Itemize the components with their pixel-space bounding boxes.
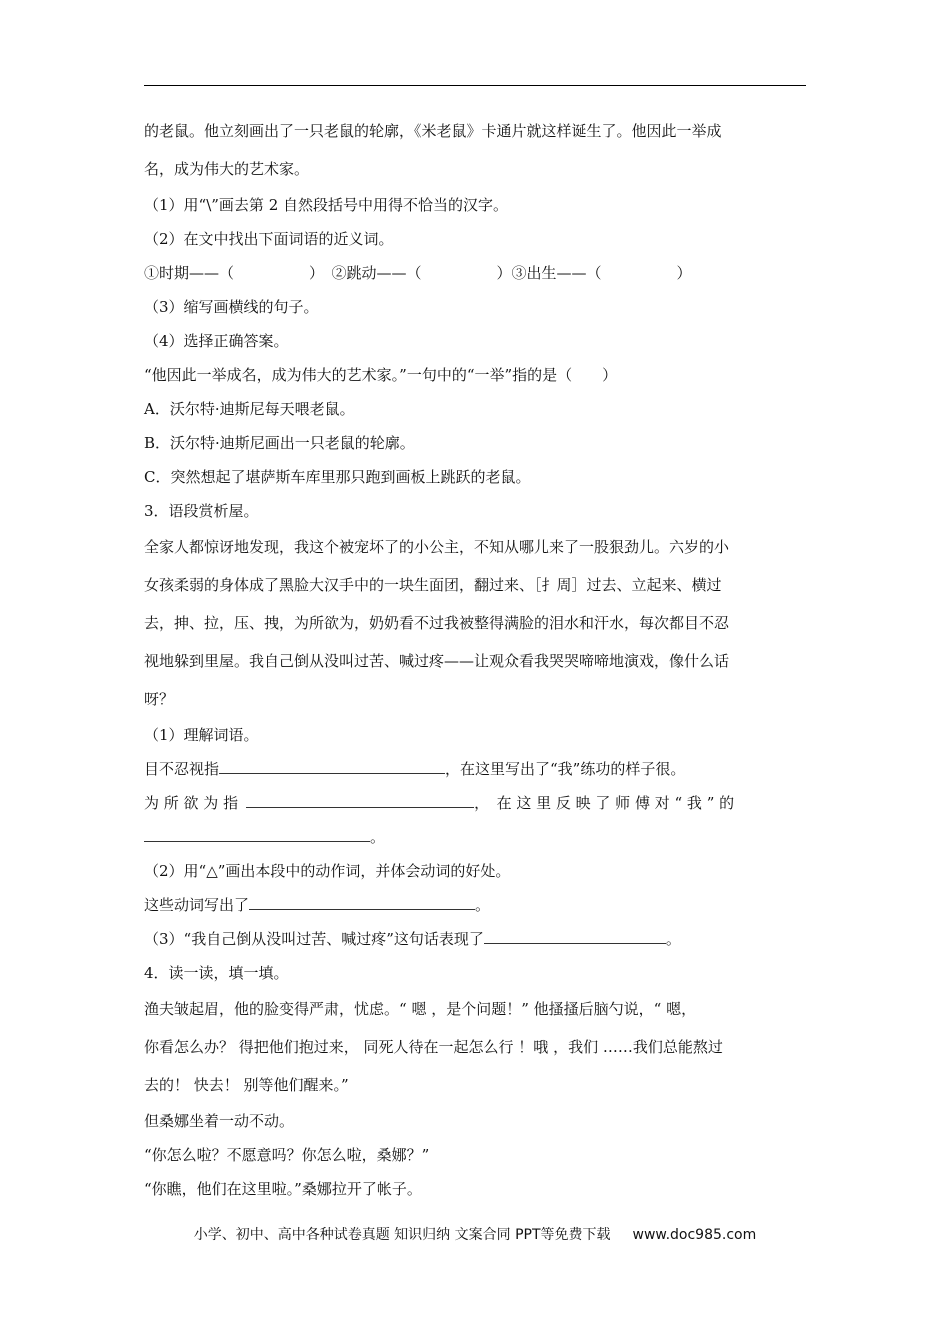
header-rule <box>144 85 806 86</box>
passage-line: 名，成为伟大的艺术家。 <box>144 160 310 178</box>
q3-paragraph-line: 全家人都惊讶地发现，我这个被宠坏了的小公主，不知从哪儿来了一股狠劲儿。六岁的小 <box>144 538 730 556</box>
passage-tail <box>144 112 806 188</box>
q4-line: “你瞧，他们在这里啦。”桑娜拉开了帐子。 <box>144 1180 422 1198</box>
q3-sub2: （2）用“△”画出本段中的动作词，并体会动词的好处。 <box>144 862 511 880</box>
option-b: B．沃尔特·迪斯尼画出一只老鼠的轮廓。 <box>144 434 415 452</box>
q2-sub1: （1）用“\”画去第 2 自然段括号中用得不恰当的汉字。 <box>144 196 509 214</box>
fill-line-4 <box>144 922 806 956</box>
fill-label: 这些动词写出了 <box>144 896 250 914</box>
option-a: A．沃尔特·迪斯尼每天喂老鼠。 <box>144 400 355 418</box>
fill-label: ，在这里写出了“我”练功的样子很。 <box>445 760 686 778</box>
answer-blank[interactable] <box>219 753 445 774</box>
q3-paragraph-line: 视地躲到里屋。我自己倒从没叫过苦、喊过疼——让观众看我哭哭啼啼地演戏，像什么话 <box>144 652 730 670</box>
q2-sub2: （2）在文中找出下面词语的近义词。 <box>144 230 394 248</box>
q4-paragraph-line: 渔夫皱起眉，他的脸变得严肃，忧虑。“ 嗯 ，是个问题！” 他搔搔后脑勺说，“ 嗯， <box>144 1000 697 1018</box>
option-c: C．突然想起了堪萨斯车库里那只跑到画板上跳跃的老鼠。 <box>144 468 531 486</box>
fill-line-3 <box>144 888 806 922</box>
q4-title: 4．读一读，填一填。 <box>144 964 289 982</box>
fill-label: ， 在 这 里 反 映 了 师 傅 对 “ 我 ” 的 <box>474 794 735 812</box>
q4-paragraph <box>144 990 806 1104</box>
fill-label: 。 <box>665 930 681 948</box>
fill-label: （3）“我自己倒从没叫过苦、喊过疼”这句话表现了 <box>144 930 484 948</box>
footer-url[interactable]: www.doc985.com <box>632 1227 757 1243</box>
fill-label: 。 <box>475 896 491 914</box>
answer-blank[interactable] <box>249 889 475 910</box>
fill-line-2 <box>144 786 806 820</box>
q4-line: “你怎么啦？不愿意吗？你怎么啦，桑娜？” <box>144 1146 430 1164</box>
q4-line: 但桑娜坐着一动不动。 <box>144 1112 295 1130</box>
answer-blank[interactable] <box>246 787 474 808</box>
q3-paragraph-line: 呀？ <box>144 690 175 708</box>
fill-line-1 <box>144 752 806 786</box>
fill-label: 为 所 欲 为 指 <box>144 794 239 812</box>
fill-line-2-cont <box>144 820 806 854</box>
q4-paragraph-line: 你看怎么办？ 得把他们抱过来， 同死人待在一起怎么行 ！哦 ，我们 ……我们总能熬过 <box>144 1038 723 1056</box>
q2-sub3: （3）缩写画横线的句子。 <box>144 298 319 316</box>
answer-blank[interactable] <box>484 923 666 944</box>
page-footer <box>0 1224 950 1244</box>
document-body <box>144 112 806 1206</box>
q2-sub4: （4）选择正确答案。 <box>144 332 289 350</box>
q2-sub4-question: “他因此一举成名，成为伟大的艺术家。”一句中的“一举”指的是（ ） <box>144 366 618 384</box>
passage-line: 的老鼠。他立刻画出了一只老鼠的轮廓，《米老鼠》卡通片就这样诞生了。他因此一举成 <box>144 122 722 140</box>
fill-label: 目不忍视指 <box>144 760 220 778</box>
q4-paragraph-line: 去的！ 快去！ 别等他们醒来。” <box>144 1076 349 1094</box>
q3-paragraph <box>144 528 806 718</box>
q3-sub1: （1）理解词语。 <box>144 726 259 744</box>
q3-title: 3．语段赏析屋。 <box>144 502 259 520</box>
answer-blank[interactable] <box>144 821 370 842</box>
q2-synonyms: ①时期——（ ） ②跳动——（ ）③出生——（ ） <box>144 264 692 282</box>
q3-paragraph-line: 女孩柔弱的身体成了黑脸大汉手中的一块生面团，翻过来、［扌周］过去、立起来、横过 <box>144 576 722 594</box>
q3-paragraph-line: 去，抻、拉，压、拽，为所欲为，奶奶看不过我被整得满脸的泪水和汗水，每次都目不忍 <box>144 614 730 632</box>
fill-label: 。 <box>370 828 386 846</box>
footer-text: 小学、初中、高中各种试卷真题 知识归纳 文案合同 PPT等免费下载 <box>193 1227 611 1243</box>
